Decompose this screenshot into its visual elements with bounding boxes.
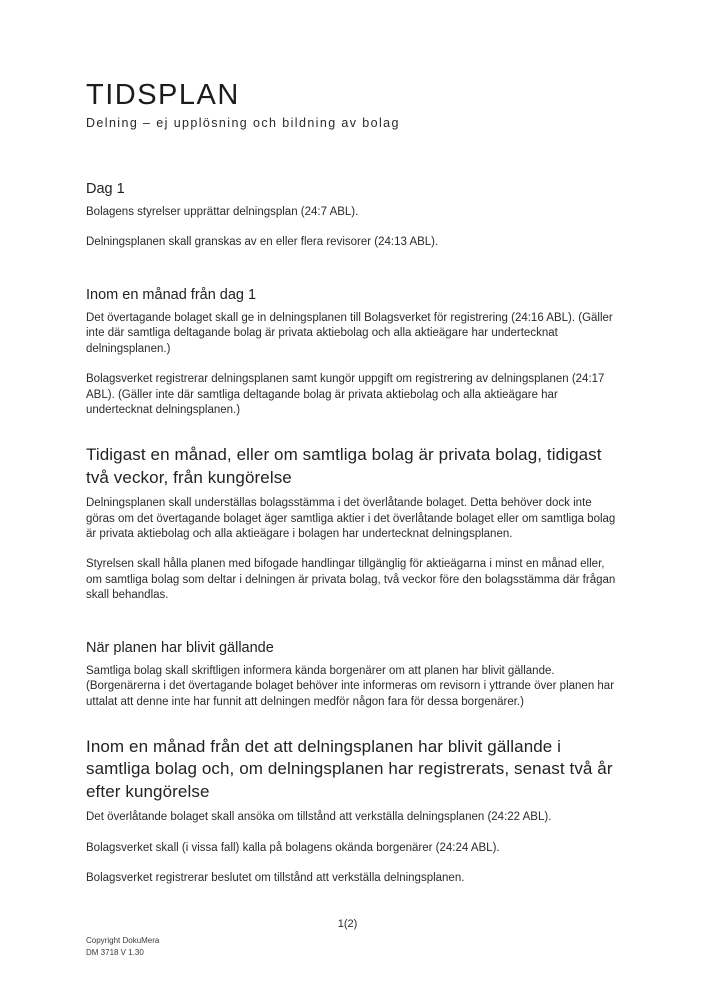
paragraph: Samtliga bolag skall skriftligen informera kända borgenärer om att planen har blivit gällande. (Borgenärerna i det övertagande bolaget behöver inte informeras om revisorn i yttrande över planen har uttalat att denne inte har funnit att delningen medför någon fara för dessa borgenärer.) [86, 664, 615, 708]
section-heading: Tidigast en månad, eller om samtliga bolag är privata bolag, tidigast två veckor, från kungörelse [86, 445, 602, 487]
paragraph: Bolagens styrelser upprättar delningsplan (24:7 ABL). [86, 206, 359, 219]
paragraph: Styrelsen skall hålla planen med bifogade handlingar tillgänglig för aktieägarna i minst en månad eller, om samtliga bolag som deltar i delningen är privata bolag, två veckor före den bolagsstämma där frågan skall behandlas. [86, 558, 616, 602]
paragraph: Det överlåtande bolaget skall ansöka om tillstånd att verkställa delningsplanen (24:22 ABL). [86, 811, 552, 824]
copyright-block [86, 935, 159, 958]
page-number: 1(2) [337, 918, 358, 930]
document-version: DM 3718 V 1.30 [86, 947, 144, 957]
paragraph: Bolagsverket registrerar beslutet om tillstånd att verkställa delningsplanen. [86, 872, 465, 885]
paragraph: Delningsplanen skall granskas av en eller flera revisorer (24:13 ABL). [86, 236, 439, 249]
page-subtitle: Delning – ej upplösning och bildning av bolag [86, 115, 400, 130]
paragraph: Bolagsverket skall (i vissa fall) kalla på bolagens okända borgenärer (24:24 ABL). [86, 841, 500, 854]
page-title: TIDSPLAN [86, 79, 240, 111]
section-inom-en-manad-fran-dag-1 [86, 286, 621, 419]
section-heading: Dag 1 [86, 180, 125, 197]
section-heading: När planen har blivit gällande [86, 639, 274, 656]
copyright-line: Copyright DokuMera [86, 936, 160, 945]
section-heading: Inom en månad från det att delningsplanen har blivit gällande i samtliga bolag och, om delningsplanen har registrerats, senast två år efter kungörelse [86, 737, 613, 801]
paragraph: Bolagsverket registrerar delningsplanen samt kungör uppgift om registrering av delningsplanen (24:17 ABL). (Gäller inte där samtliga deltagande bolag är privata aktiebolag och alla aktieägare har undertecknat delningsplanen.) [86, 373, 605, 416]
section-tidigast-en-manad [86, 444, 621, 603]
paragraph: Delningsplanen skall underställas bolagsstämma i det överlåtande bolaget. Detta behöver dock inte göras om det övertagande bolaget äger samtliga aktier i det överlåtande bolaget eller om samtliga bolag är privata aktiebolag och alla aktieägare i bolagen har undertecknat delningsplanen. [86, 497, 616, 541]
section-inom-en-manad-gallande [86, 736, 621, 887]
paragraph: Det övertagande bolaget skall ge in delningsplanen till Bolagsverket för registrering (24:16 ABL). (Gäller inte där samtliga deltagande bolag är privata aktiebolag och alla aktieägare har undertecknat delningsplanen.) [86, 311, 613, 355]
section-dag-1 [86, 180, 621, 251]
section-nar-planen-blivit-gallande [86, 639, 621, 710]
section-heading: Inom en månad från dag 1 [86, 286, 257, 303]
